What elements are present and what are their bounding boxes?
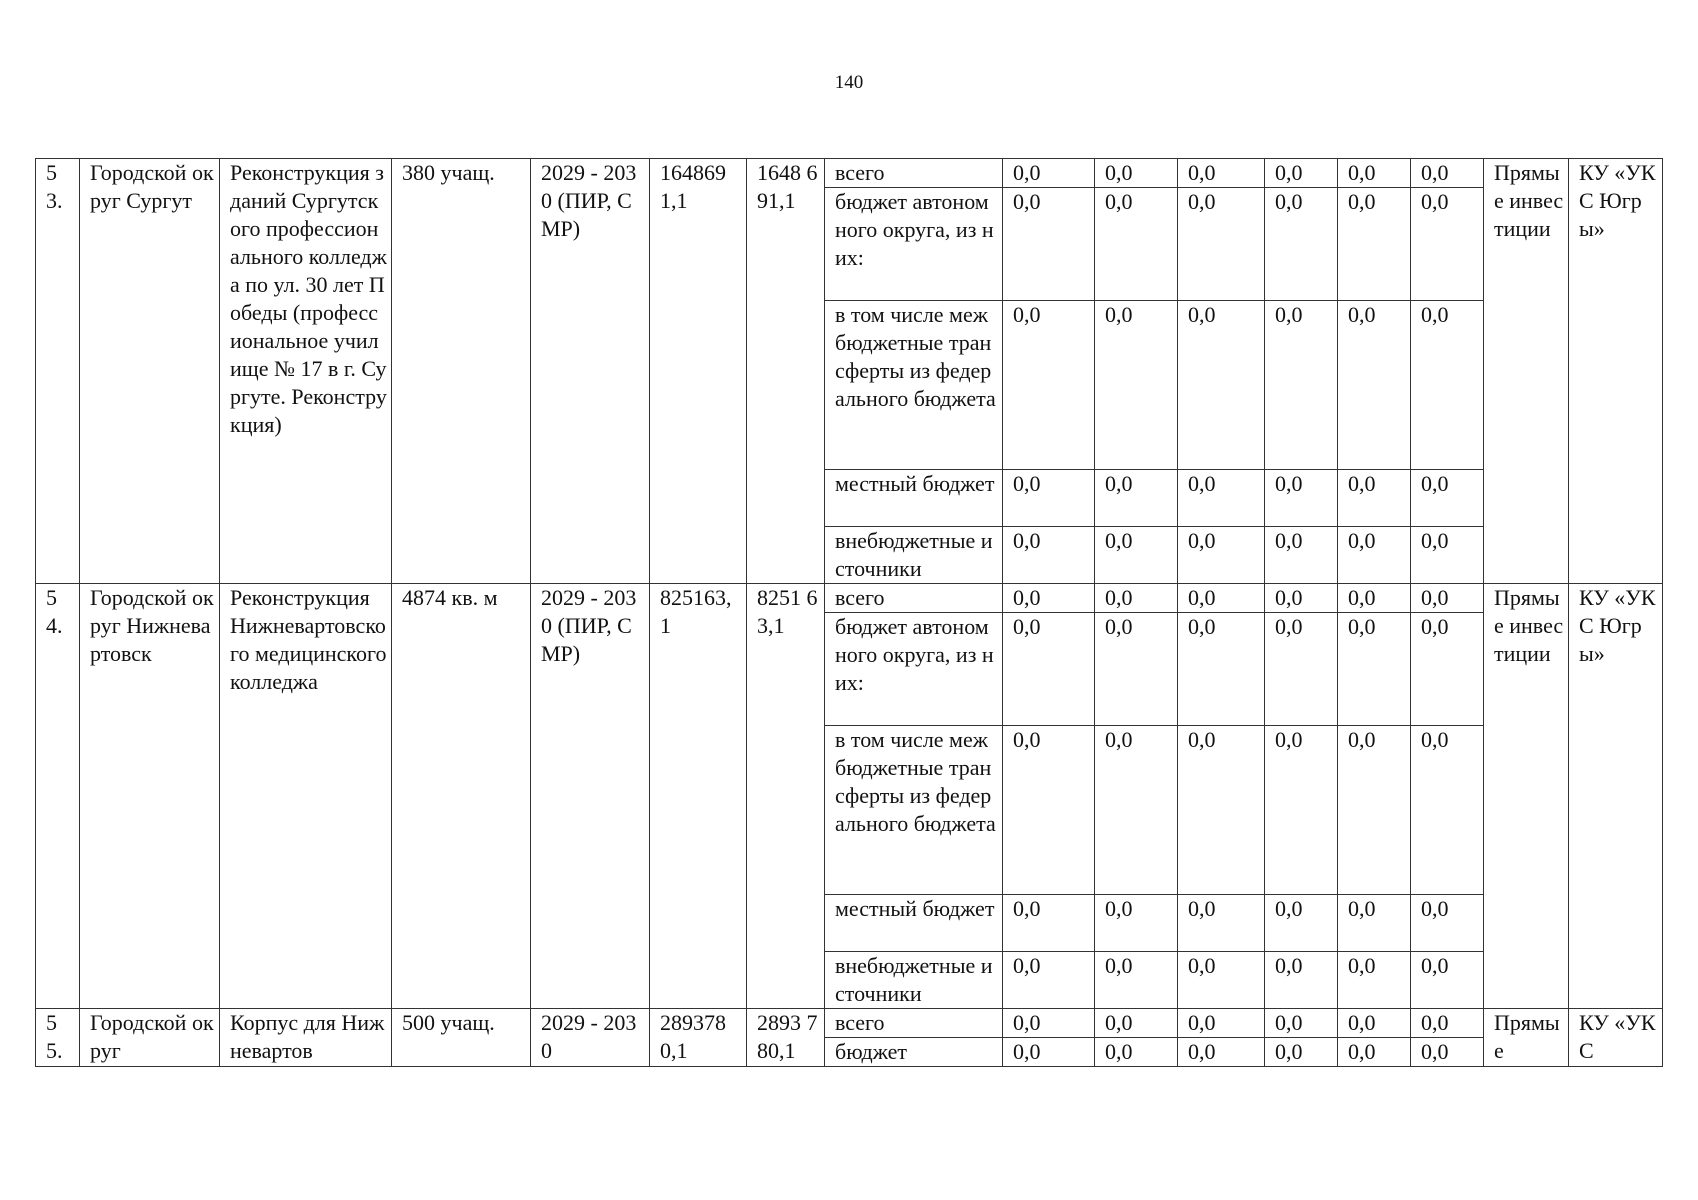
funding-value-cell: 0,0 <box>1178 527 1265 584</box>
remaining-cost-cell: 2893 780,1 <box>747 1009 825 1067</box>
funding-value-cell: 0,0 <box>1265 188 1338 301</box>
funding-value-cell: 0,0 <box>1411 613 1484 726</box>
period-cell: 2029 - 2030 <box>531 1009 650 1067</box>
funding-value-cell: 0,0 <box>1095 1038 1178 1067</box>
cost-cell: 825163,1 <box>650 584 747 1009</box>
capacity-cell: 380 учащ. <box>392 159 531 584</box>
period-cell: 2029 - 2030 (ПИР, СМР) <box>531 584 650 1009</box>
funding-value-cell: 0,0 <box>1411 726 1484 895</box>
funding-value-cell: 0,0 <box>1178 952 1265 1009</box>
object-name-cell: Корпус для Нижневартов <box>220 1009 392 1067</box>
funding-value-cell: 0,0 <box>1178 1038 1265 1067</box>
funding-value-cell: 0,0 <box>1178 584 1265 613</box>
funding-value-cell: 0,0 <box>1411 1038 1484 1067</box>
cost-cell: 1648691,1 <box>650 159 747 584</box>
remaining-cost-cell: 1648 691,1 <box>747 159 825 584</box>
funding-value-cell: 0,0 <box>1338 527 1411 584</box>
capacity-cell: 500 учащ. <box>392 1009 531 1067</box>
funding-source-cell: бюджет автономного округа, из них: <box>825 613 1003 726</box>
funding-value-cell: 0,0 <box>1003 527 1095 584</box>
municipality-cell: Городской округ Нижневартовск <box>80 584 220 1009</box>
funding-value-cell: 0,0 <box>1338 726 1411 895</box>
funding-value-cell: 0,0 <box>1095 301 1178 470</box>
funding-source-cell: всего <box>825 584 1003 613</box>
funding-value-cell: 0,0 <box>1338 613 1411 726</box>
budget-table <box>35 158 1663 1067</box>
funding-value-cell: 0,0 <box>1178 470 1265 527</box>
funding-value-cell: 0,0 <box>1178 1009 1265 1038</box>
funding-value-cell: 0,0 <box>1003 1038 1095 1067</box>
funding-value-cell: 0,0 <box>1095 527 1178 584</box>
executor-cell: КУ «УКС <box>1569 1009 1663 1067</box>
funding-source-cell: всего <box>825 159 1003 188</box>
funding-source-cell: всего <box>825 1009 1003 1038</box>
funding-value-cell: 0,0 <box>1265 159 1338 188</box>
row-number-cell: 5 5. <box>36 1009 80 1067</box>
funding-value-cell: 0,0 <box>1003 159 1095 188</box>
funding-value-cell: 0,0 <box>1095 952 1178 1009</box>
table-row <box>36 584 1663 613</box>
funding-value-cell: 0,0 <box>1411 952 1484 1009</box>
funding-value-cell: 0,0 <box>1411 584 1484 613</box>
row-number-cell: 5 3. <box>36 159 80 584</box>
executor-cell: КУ «УКС Югры» <box>1569 584 1663 1009</box>
mechanism-cell: Прямые <box>1484 1009 1569 1067</box>
funding-value-cell: 0,0 <box>1095 613 1178 726</box>
funding-value-cell: 0,0 <box>1265 584 1338 613</box>
funding-value-cell: 0,0 <box>1003 584 1095 613</box>
object-name-cell: Реконструкция Нижневартовского медицинского колледжа <box>220 584 392 1009</box>
funding-source-cell: бюджет автономного округа, из них: <box>825 188 1003 301</box>
funding-value-cell: 0,0 <box>1265 1009 1338 1038</box>
table-row <box>36 159 1663 188</box>
funding-source-cell: внебюджетные источники <box>825 952 1003 1009</box>
funding-value-cell: 0,0 <box>1265 1038 1338 1067</box>
funding-source-cell: бюджет <box>825 1038 1003 1067</box>
funding-value-cell: 0,0 <box>1338 159 1411 188</box>
funding-source-cell: в том числе межбюджетные трансферты из федерального бюджета <box>825 726 1003 895</box>
remaining-cost-cell: 8251 63,1 <box>747 584 825 1009</box>
funding-value-cell: 0,0 <box>1178 726 1265 895</box>
funding-value-cell: 0,0 <box>1411 527 1484 584</box>
period-cell: 2029 - 2030 (ПИР, СМР) <box>531 159 650 584</box>
funding-value-cell: 0,0 <box>1265 613 1338 726</box>
table-row <box>36 1009 1663 1038</box>
funding-value-cell: 0,0 <box>1411 895 1484 952</box>
capacity-cell: 4874 кв. м <box>392 584 531 1009</box>
funding-source-cell: в том числе межбюджетные трансферты из федерального бюджета <box>825 301 1003 470</box>
funding-value-cell: 0,0 <box>1095 584 1178 613</box>
funding-value-cell: 0,0 <box>1178 159 1265 188</box>
funding-source-cell: местный бюджет <box>825 895 1003 952</box>
funding-value-cell: 0,0 <box>1411 188 1484 301</box>
funding-value-cell: 0,0 <box>1265 301 1338 470</box>
funding-value-cell: 0,0 <box>1411 1009 1484 1038</box>
funding-value-cell: 0,0 <box>1265 527 1338 584</box>
funding-value-cell: 0,0 <box>1411 470 1484 527</box>
funding-value-cell: 0,0 <box>1095 1009 1178 1038</box>
funding-value-cell: 0,0 <box>1265 952 1338 1009</box>
page-number: 140 <box>834 72 864 93</box>
funding-value-cell: 0,0 <box>1338 895 1411 952</box>
funding-value-cell: 0,0 <box>1003 613 1095 726</box>
funding-value-cell: 0,0 <box>1003 952 1095 1009</box>
funding-value-cell: 0,0 <box>1178 895 1265 952</box>
table-body <box>36 159 1663 1067</box>
funding-source-cell: внебюджетные источники <box>825 527 1003 584</box>
funding-value-cell: 0,0 <box>1003 726 1095 895</box>
funding-value-cell: 0,0 <box>1095 159 1178 188</box>
funding-value-cell: 0,0 <box>1338 1009 1411 1038</box>
funding-value-cell: 0,0 <box>1003 301 1095 470</box>
funding-source-cell: местный бюджет <box>825 470 1003 527</box>
mechanism-cell: Прямые инвестиции <box>1484 584 1569 1009</box>
funding-value-cell: 0,0 <box>1095 726 1178 895</box>
funding-value-cell: 0,0 <box>1338 584 1411 613</box>
funding-value-cell: 0,0 <box>1411 301 1484 470</box>
funding-value-cell: 0,0 <box>1095 188 1178 301</box>
funding-value-cell: 0,0 <box>1095 895 1178 952</box>
executor-cell: КУ «УКС Югры» <box>1569 159 1663 584</box>
funding-value-cell: 0,0 <box>1338 301 1411 470</box>
mechanism-cell: Прямые инвестиции <box>1484 159 1569 584</box>
funding-value-cell: 0,0 <box>1003 470 1095 527</box>
funding-value-cell: 0,0 <box>1265 470 1338 527</box>
funding-value-cell: 0,0 <box>1003 188 1095 301</box>
funding-value-cell: 0,0 <box>1265 726 1338 895</box>
funding-value-cell: 0,0 <box>1178 301 1265 470</box>
row-number-cell: 5 4. <box>36 584 80 1009</box>
funding-value-cell: 0,0 <box>1338 952 1411 1009</box>
funding-value-cell: 0,0 <box>1411 159 1484 188</box>
funding-value-cell: 0,0 <box>1178 188 1265 301</box>
municipality-cell: Городской округ Сургут <box>80 159 220 584</box>
funding-value-cell: 0,0 <box>1095 470 1178 527</box>
funding-value-cell: 0,0 <box>1003 895 1095 952</box>
object-name-cell: Реконструкция зданий Сургутского профессионального колледжа по ул. 30 лет Победы (профессиональное училище № 17 в г. Сургуте. Реконструкция) <box>220 159 392 584</box>
municipality-cell: Городской округ <box>80 1009 220 1067</box>
cost-cell: 2893780,1 <box>650 1009 747 1067</box>
funding-value-cell: 0,0 <box>1338 470 1411 527</box>
funding-value-cell: 0,0 <box>1338 188 1411 301</box>
funding-value-cell: 0,0 <box>1003 1009 1095 1038</box>
funding-value-cell: 0,0 <box>1178 613 1265 726</box>
funding-value-cell: 0,0 <box>1265 895 1338 952</box>
funding-value-cell: 0,0 <box>1338 1038 1411 1067</box>
